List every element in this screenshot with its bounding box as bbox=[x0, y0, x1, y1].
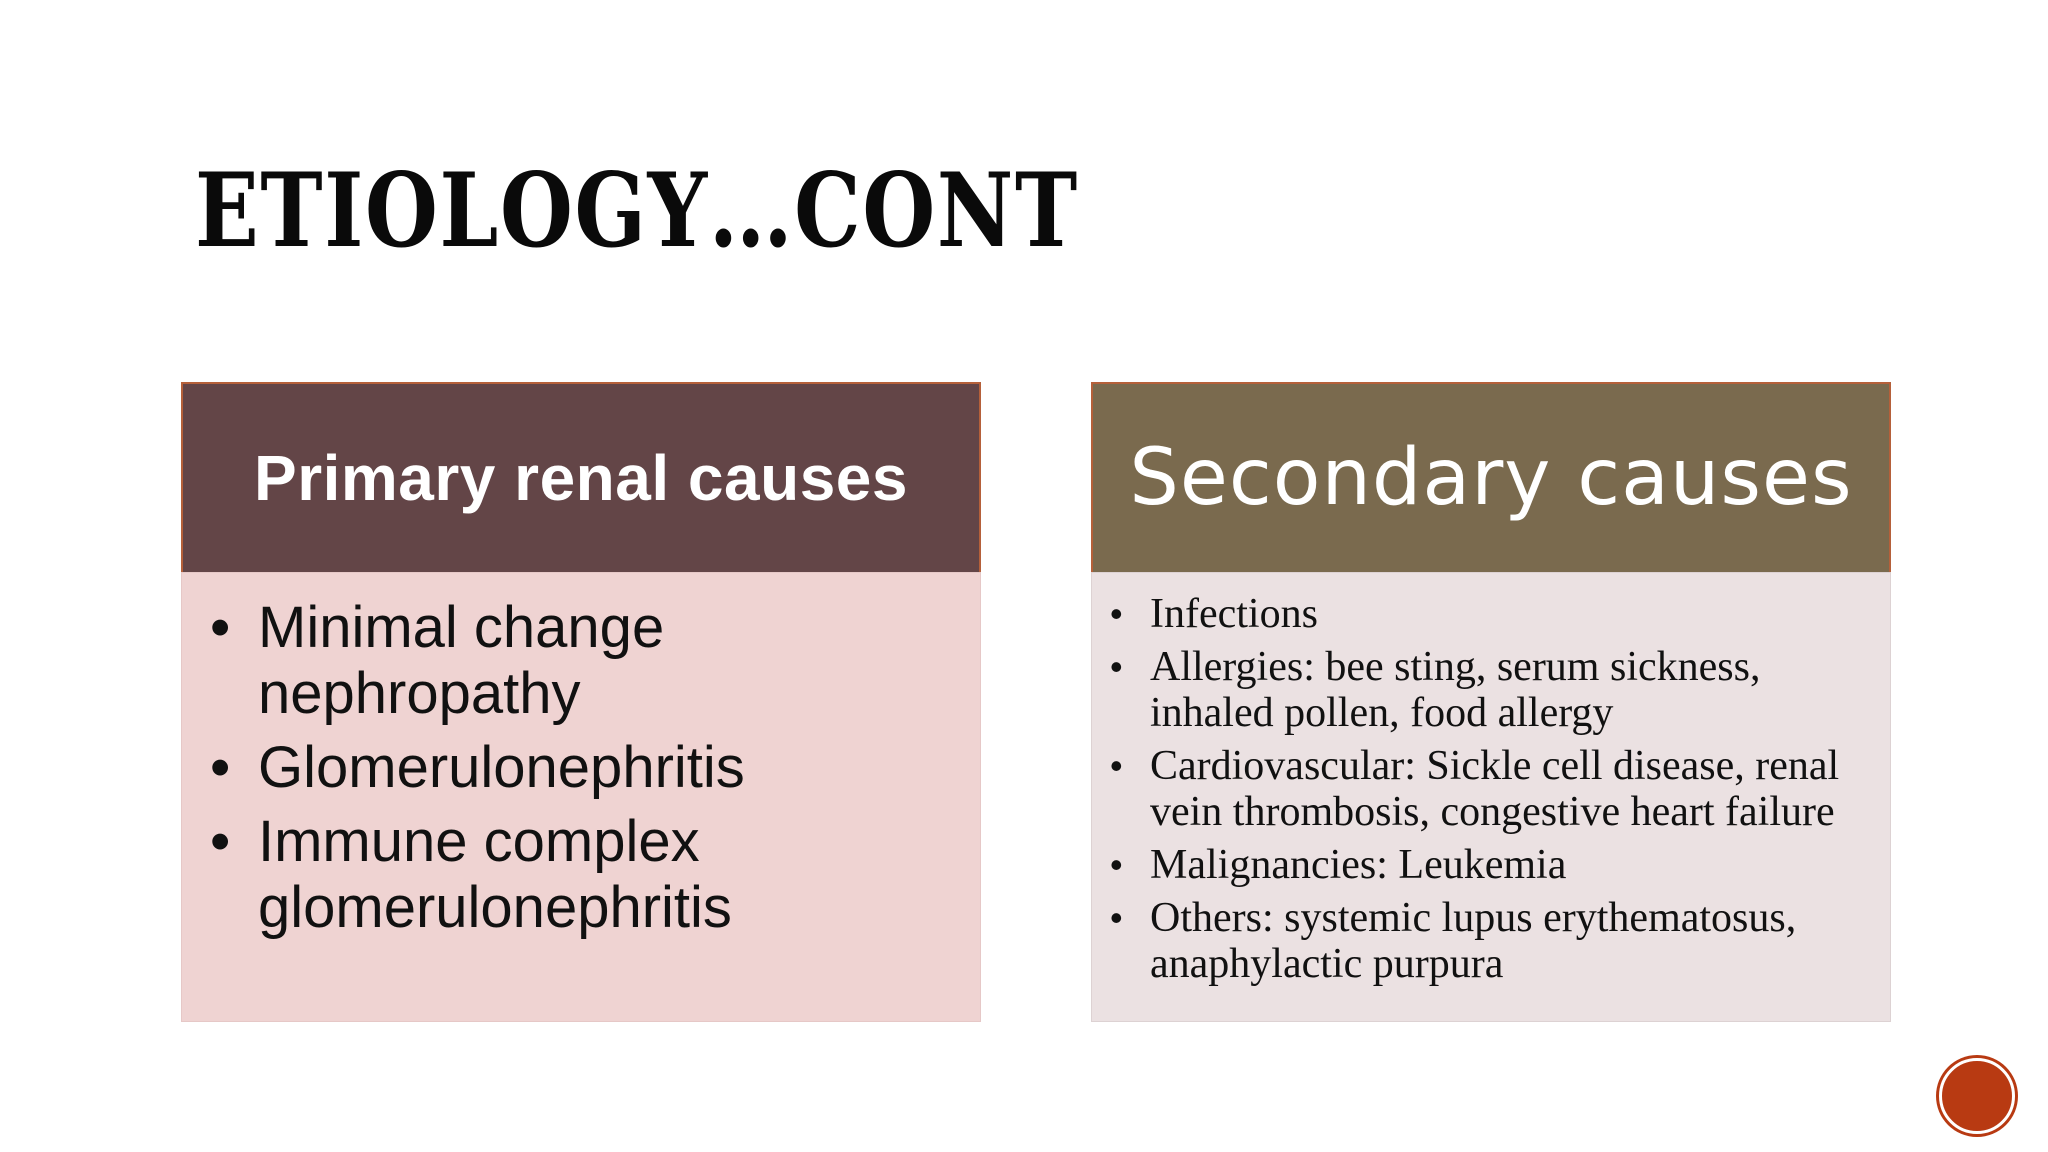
primary-causes-body bbox=[181, 572, 981, 1022]
list-item: • Malignancies: Leukemia bbox=[1108, 842, 1870, 888]
list-item: • Infections bbox=[1108, 591, 1870, 637]
secondary-causes-list bbox=[1108, 591, 1870, 987]
secondary-causes-header-text: Secondary causes bbox=[1129, 433, 1853, 523]
primary-causes-header bbox=[181, 382, 981, 572]
slide-title: ETIOLOGY…CONT bbox=[195, 151, 1079, 271]
primary-causes-header-text: Primary renal causes bbox=[254, 442, 908, 514]
list-item: • Glomerulonephritis bbox=[210, 735, 960, 801]
secondary-causes-body bbox=[1091, 572, 1891, 1022]
secondary-causes-header bbox=[1091, 382, 1891, 572]
circle-nav-icon[interactable] bbox=[1939, 1058, 2015, 1134]
primary-causes-panel bbox=[181, 382, 981, 1022]
list-item: • Allergies: bee sting, serum sickness, inhaled pollen, food allergy bbox=[1108, 644, 1870, 736]
list-item: • Minimal change nephropathy bbox=[210, 595, 960, 727]
list-item: • Cardiovascular: Sickle cell disease, renal vein thrombosis, congestive heart failure bbox=[1108, 743, 1870, 835]
list-item: • Immune complex glomerulonephritis bbox=[210, 809, 960, 941]
secondary-causes-panel bbox=[1091, 382, 1891, 1022]
list-item: • Others: systemic lupus erythematosus, anaphylactic purpura bbox=[1108, 895, 1870, 987]
primary-causes-list bbox=[210, 595, 960, 941]
